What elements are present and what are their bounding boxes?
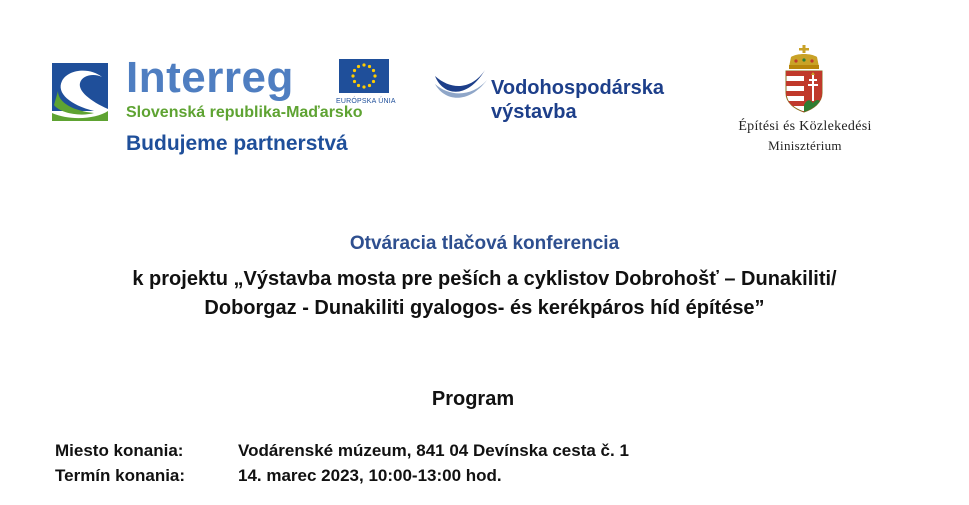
date-label: Termín konania: bbox=[55, 466, 186, 485]
interreg-logo bbox=[50, 55, 395, 165]
venue-label: Miesto konania: bbox=[55, 441, 184, 460]
ministry-name-line1: Építési és Közlekedési bbox=[738, 119, 872, 134]
interreg-s-mark-icon bbox=[50, 61, 110, 123]
venue-value: Vodárenské múzeum, 841 04 Devínska cesta č. 1 bbox=[238, 441, 629, 460]
interreg-wordmark: Interreg bbox=[126, 53, 294, 102]
vodohospodarska-name bbox=[491, 76, 664, 124]
hungarian-coat-of-arms-icon bbox=[783, 45, 825, 113]
conference-subtitle: Otváracia tlačová konferencia bbox=[349, 233, 620, 254]
date-value: 14. marec 2023, 10:00-13:00 hod. bbox=[238, 466, 502, 485]
vodohospodarska-line1: Vodohospodárska bbox=[491, 77, 664, 99]
ministry-name-line2: Minisztérium bbox=[768, 138, 842, 153]
vodohospodarska-line2: výstavba bbox=[491, 101, 577, 123]
vodohospodarska-logo bbox=[433, 60, 698, 130]
eu-label: EURÓPSKA ÚNIA bbox=[336, 98, 396, 105]
eu-flag-icon bbox=[339, 59, 389, 93]
program-heading: Program bbox=[431, 388, 515, 410]
interreg-slogan: Budujeme partnerstvá bbox=[126, 132, 348, 155]
project-title-line1: k projektu „Výstavba mosta pre peších a cyklistov Dobrohošť – Dunakiliti/ bbox=[132, 268, 837, 290]
project-title-line2: Doborgaz - Dunakiliti gyalogos- és kerékpáros híd építése” bbox=[204, 297, 765, 319]
ministry-logo bbox=[720, 45, 890, 160]
interreg-region: Slovenská republika-Maďarsko bbox=[126, 104, 363, 121]
wave-mark-icon bbox=[433, 66, 493, 106]
